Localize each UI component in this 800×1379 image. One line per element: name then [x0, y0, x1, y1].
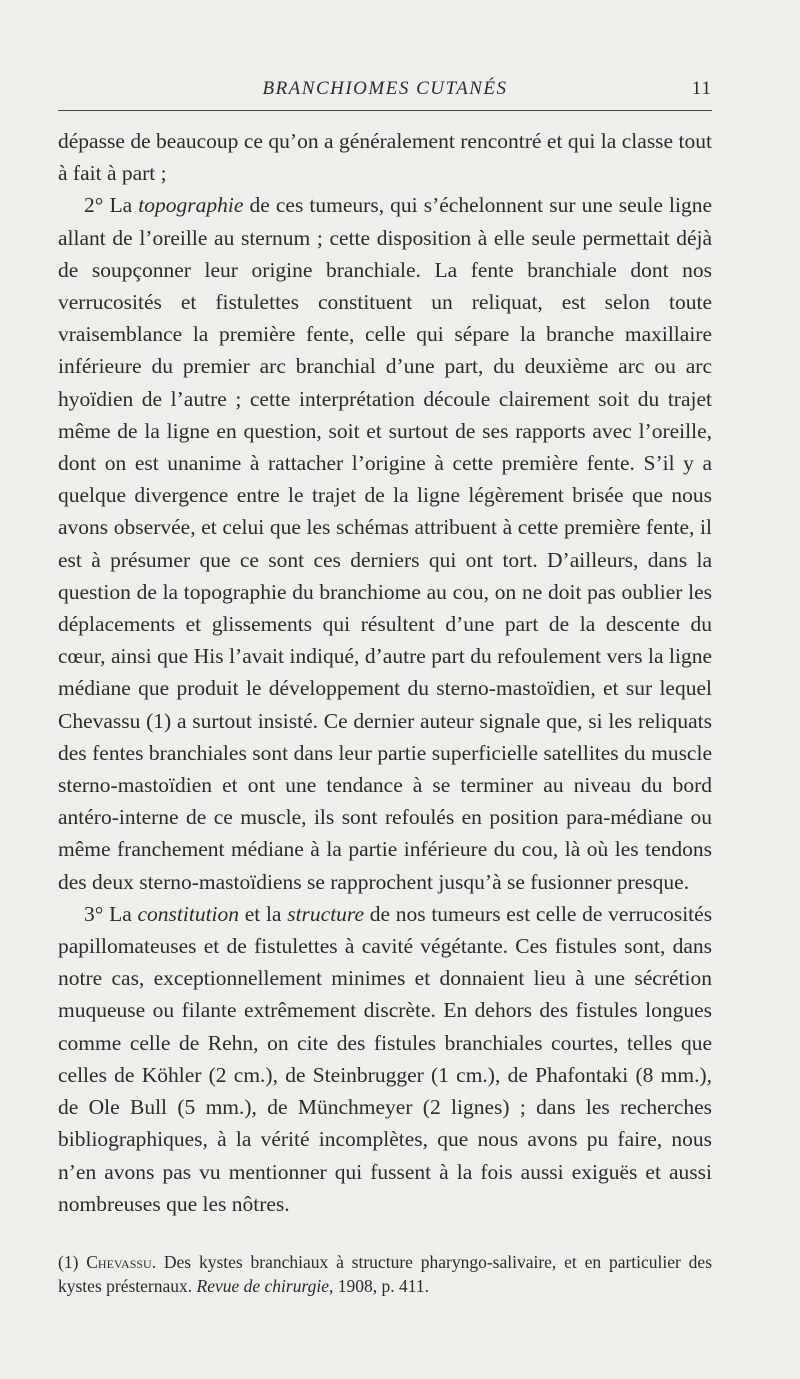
running-title: BRANCHIOMES CUTANÉS	[262, 78, 508, 99]
footnote-text-2: , 1908, p. 411.	[329, 1276, 429, 1296]
paragraph-2	[58, 189, 712, 897]
footnote-author: Chevassu	[86, 1252, 152, 1272]
footnote-text-1: . Des kystes branchiaux à structure pharyngo-salivaire, et en particulier des kystes présternaux.	[58, 1252, 712, 1296]
body-text	[58, 125, 712, 1220]
page-number: 11	[691, 78, 712, 99]
paragraph-3-mid: et la	[244, 901, 282, 926]
paragraph-1: dépasse de beaucoup ce qu’on a généralement rencontré et qui la classe tout à fait à part ;	[58, 129, 712, 186]
paragraph-3-text: de nos tumeurs est celle de verrucosités papillomateuses et de fistulettes à cavité végétante. Ces fistules sont, dans notre cas, exceptionnellement minimes et donnaient lieu à une sécrétion muqueuse ou filante extrêmement discrète. En dehors des fistules longues comme celle de Rehn, on cite des fistules branchiales courtes, telles que celles de Köhler (2 cm.), de Steinbrugger (1 cm.), de Phafontaki (8 mm.), de Ole Bull (5 mm.), de Münchmeyer (2 lignes) ; dans les recherches bibliographiques, à la vérité incomplètes, que nous avons pu faire, nous n’en avons pas vu mentionner qui fussent à la fois aussi exiguës et aussi nombreuses que les nôtres.	[58, 901, 713, 1216]
paragraph-3-article: La	[109, 901, 132, 926]
paragraph-2-number: 2°	[84, 193, 104, 218]
footnote-marker: (1)	[58, 1252, 79, 1272]
paragraph-3-term-1: constitution	[137, 901, 240, 926]
paragraph-2-article: La	[109, 193, 133, 218]
paragraph-3	[58, 898, 712, 1220]
footnote-journal: Revue de chirurgie	[196, 1276, 330, 1296]
paragraph-3-number: 3°	[84, 901, 104, 926]
paragraph-2-term: topographie	[138, 193, 244, 218]
header-rule	[58, 110, 712, 111]
footnote	[58, 1250, 712, 1298]
page-header	[58, 78, 712, 106]
paragraph-2-text: de ces tumeurs, qui s’échelonnent sur une seule ligne allant de l’oreille au sternum ; cette disposition à elle seule permettait déjà de soupçonner leur origine branchiale. La fente branchiale dont nos verrucosités et fistulettes constituent un reliquat, est selon toute vraisemblance la première fente, celle qui sépare la branche maxillaire inférieure du premier arc branchial d’une part, du deuxième arc ou arc hyoïdien de l’autre ; cette interprétation découle clairement soit du trajet même de la ligne en question, soit et surtout de ses rapports avec l’oreille, dont on est unanime à rattacher l’origine à cette première fente. S’il y a quelque divergence entre le trajet de la ligne légèrement brisée que nous avons observée, et celui que les schémas attribuent à cette première fente, il est à présumer que ce sont ces derniers qui ont tort. D’ailleurs, dans la question de la topographie du branchiome au cou, on ne doit pas oublier les déplacements et glissements qui résultent d’une part de la descente du cœur, ainsi que His l’avait indiqué, d’autre part du refoulement vers la ligne médiane que produit le développement du sterno-mastoïdien, et sur lequel Chevassu (1) a surtout insisté. Ce dernier auteur signale que, si les reliquats des fentes branchiales sont dans leur partie superficielle satellites du muscle sterno-mastoïdien et ont une tendance à se terminer au niveau du bord antéro-interne de ce muscle, ils sont refoulés en position para-médiane ou même franchement médiane à la partie inférieure du cou, là où les tendons des deux sterno-mastoïdiens se rapprochent jusqu’à se fusionner presque.	[58, 193, 713, 894]
paragraph-3-term-2: structure	[287, 901, 365, 926]
